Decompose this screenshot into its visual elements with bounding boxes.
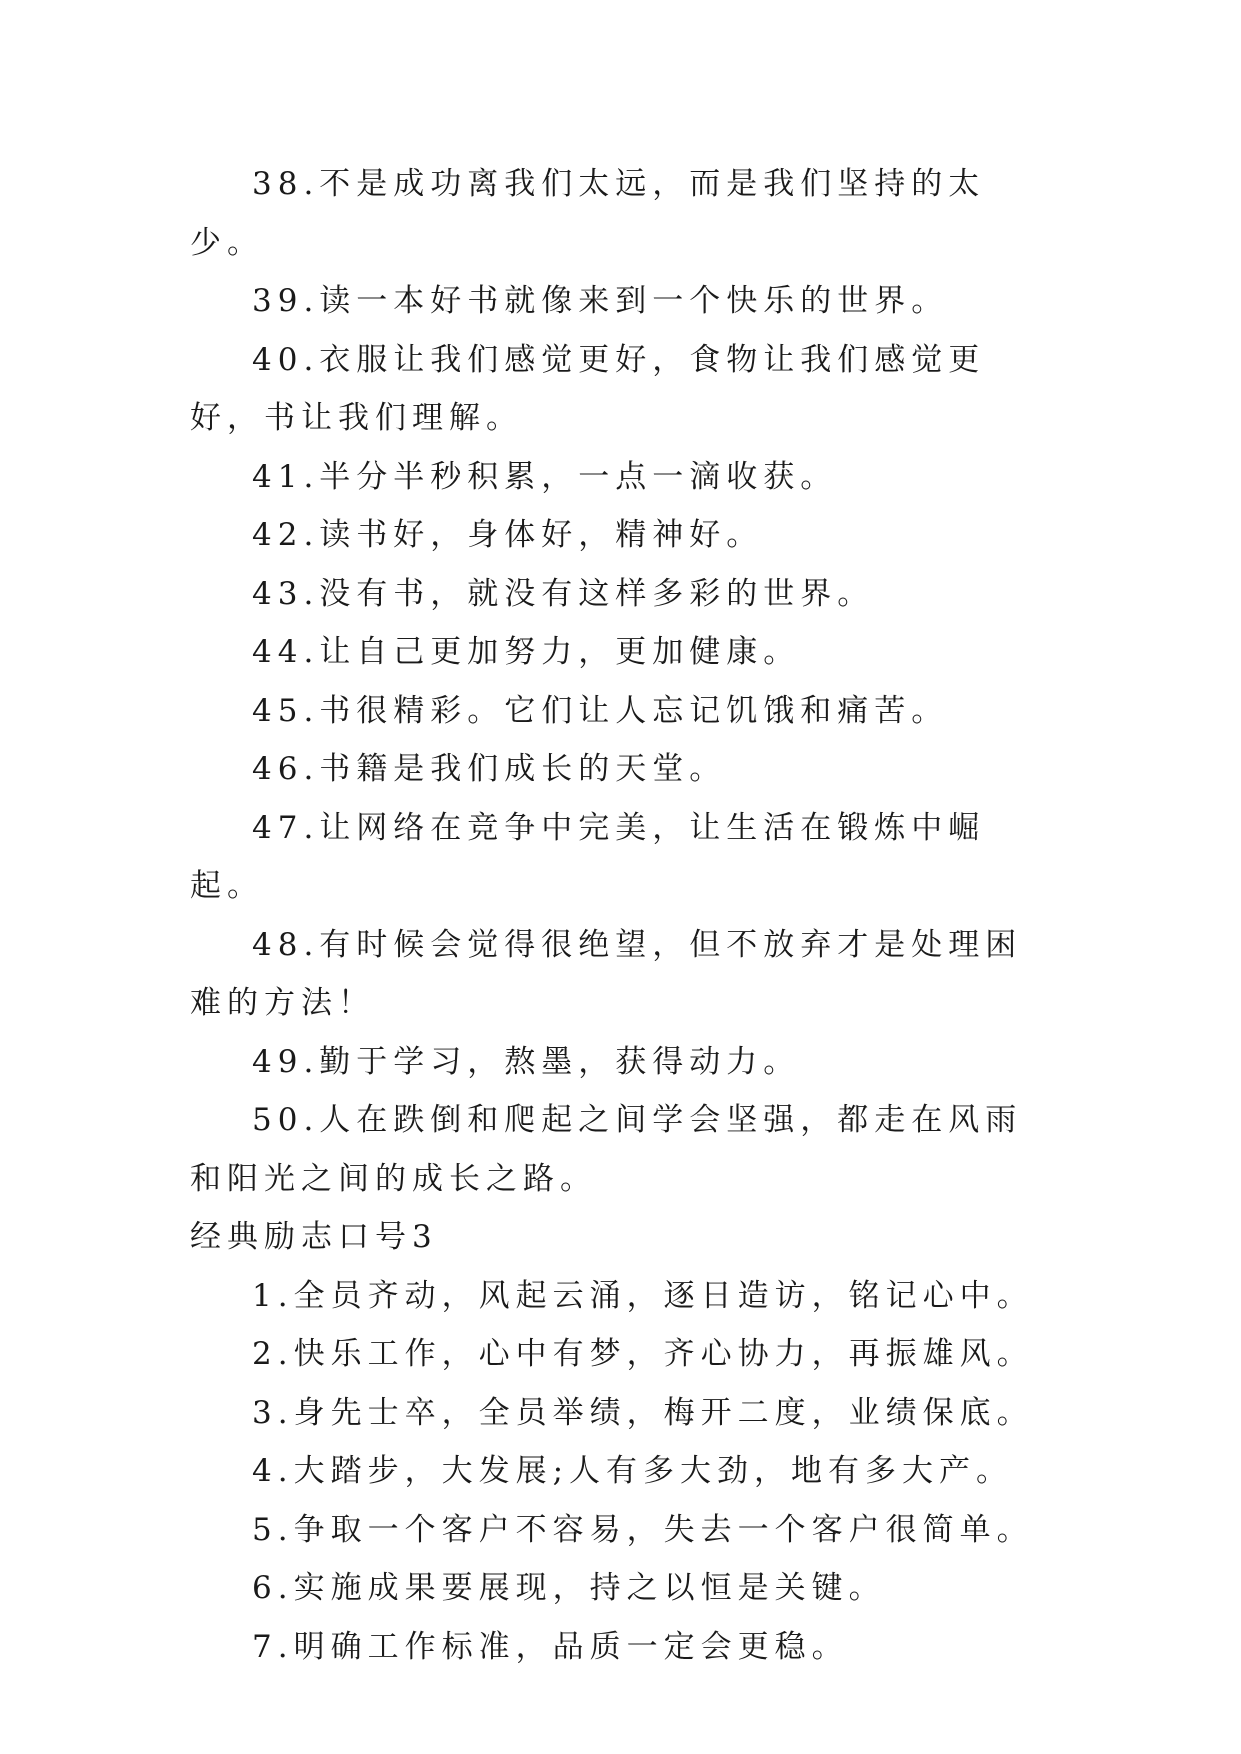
slogan-5: 5.争取一个客户不容易，失去一个客户很简单。 [252,1511,1034,1548]
paragraph-43: 43.没有书，就没有这样多彩的世界。 [252,575,875,612]
slogan-6: 6.实施成果要展现，持之以恒是关键。 [252,1570,886,1606]
paragraph-45: 45.书很精彩。它们让人忘记饥饿和痛苦。 [252,692,949,729]
paragraph-40: 40.衣服让我们感觉更好，食物让我们感觉更好，书让我们理解。 [190,341,986,436]
paragraph-49: 49.勤于学习，熬墨，获得动力。 [252,1043,801,1080]
slogan-1: 1.全员齐动，风起云涌，逐日造访，铭记心中。 [252,1277,1034,1314]
paragraph-42: 42.读书好，身体好，精神好。 [252,517,764,553]
slogan-4: 4.大踏步，大发展;人有多大劲，地有多大产。 [252,1453,1014,1489]
paragraph-41: 41.半分半秒积累，一点一滴收获。 [252,458,838,495]
paragraph-46: 46.书籍是我们成长的天堂。 [252,751,727,787]
paragraph-48: 48.有时候会觉得很绝望，但不放弃才是处理困难的方法！ [190,926,1023,1021]
section-heading: 经典励志口号3 [190,1219,438,1255]
paragraph-38: 38.不是成功离我们太远，而是我们坚持的太少。 [190,166,986,261]
document-body [190,155,1050,1676]
paragraph-50: 50.人在跌倒和爬起之间学会坚强，都走在风雨和阳光之间的成长之路。 [190,1102,1023,1197]
slogan-7: 7.明确工作标准，品质一定会更稳。 [252,1628,849,1665]
slogan-3: 3.身先士卒，全员举绩，梅开二度，业绩保底。 [252,1394,1034,1431]
paragraph-47: 47.让网络在竞争中完美，让生活在锻炼中崛起。 [190,809,986,904]
paragraph-44: 44.让自己更加努力，更加健康。 [252,634,801,670]
slogan-2: 2.快乐工作，心中有梦，齐心协力，再振雄风。 [252,1336,1034,1372]
paragraph-39: 39.读一本好书就像来到一个快乐的世界。 [252,283,949,319]
